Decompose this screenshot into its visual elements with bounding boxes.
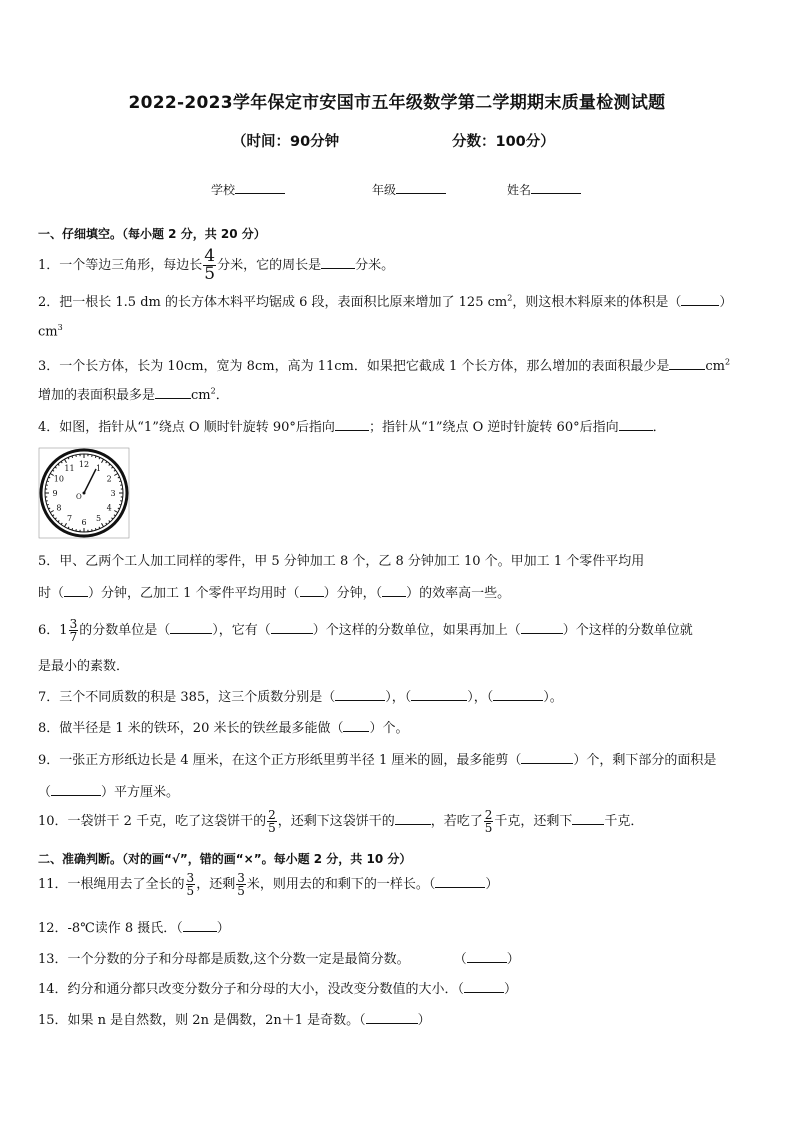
question-6: 6．1 $\frac{3}{7}$ 的分数单位是（ ），它有（ ）个这样的分数单位，如果再加上（ ）个这样的分数单位就	[38, 617, 693, 644]
answer-blank[interactable]	[467, 951, 507, 963]
clock-number: 1	[95, 463, 102, 473]
clock-number: 10	[53, 474, 64, 484]
fraction: $\frac{3}{5}$	[186, 871, 195, 898]
answer-blank[interactable]	[51, 784, 101, 796]
fraction: $\frac{3}{5}$	[237, 871, 245, 898]
answer-blank[interactable]	[411, 689, 467, 701]
clock-tick	[95, 456, 96, 458]
answer-blank[interactable]	[493, 689, 543, 701]
answer-blank[interactable]	[464, 981, 504, 993]
answer-blank[interactable]	[271, 622, 313, 634]
answer-blank[interactable]	[155, 387, 191, 399]
question-8: 8．做半径是 1 米的铁环，20 米长的铁丝最多能做（ ）个。	[38, 721, 409, 736]
clock-tick	[72, 528, 73, 530]
fraction: $\frac{3}{7}$	[69, 617, 78, 644]
mixed-number: 1	[59, 623, 68, 638]
answer-blank[interactable]	[321, 257, 355, 269]
clock-tick	[95, 528, 96, 530]
clock-number: 9	[52, 489, 58, 498]
question-14: 14．约分和通分都只改变分数分子和分母的大小，没改变分数值的大小．（ ）	[38, 982, 518, 997]
answer-blank[interactable]	[435, 876, 485, 888]
question-3-cont: 增加的表面积最多是 $cm^2$．	[38, 386, 229, 403]
answer-blank[interactable]	[343, 720, 369, 732]
clock-number: 5	[95, 514, 102, 524]
fraction: $\frac{2}{5}$	[268, 808, 276, 835]
clock-tick	[119, 481, 121, 482]
section-heading-fill: 一、仔细填空。（每小题 2 分，共 20 分）	[38, 227, 266, 241]
clock-tick	[119, 504, 121, 505]
question-1: 1．一个等边三角形，每边长 $\frac{4}{5}$ 分米，它的周长是 分米。	[38, 246, 395, 284]
name-blank[interactable]	[531, 181, 581, 194]
fraction: $\frac{4}{5}$	[204, 246, 216, 284]
fraction: $\frac{2}{5}$	[484, 808, 493, 835]
clock-number: 6	[81, 518, 87, 527]
question-9: 9．一张正方形纸边长是 4 厘米，在这个正方形纸里剪半径 1 厘米的圆，最多能剪（ ）个，剩下部分的面积是	[38, 753, 717, 768]
question-11: 11．一根绳用去了全长的 $\frac{3}{5}$ ，还剩 $\frac{3}{5}$ 米，则用去的和剩下的一样长。（ ）	[38, 871, 499, 898]
clock-figure	[38, 447, 130, 539]
center-label: O	[76, 493, 82, 501]
school-blank[interactable]	[235, 181, 285, 194]
answer-blank[interactable]	[183, 920, 217, 932]
question-3: 3．一个长方体，长为 10cm，宽为 8cm，高为 11cm．如果把它截成 1 个长方体，那么增加的表面积最少是 $cm^2$	[38, 357, 731, 374]
clock-number: 3	[110, 489, 116, 498]
school-field: 学校	[211, 181, 285, 198]
question-7: 7．三个不同质数的积是 385，这三个质数分别是（ ），（ ），（ ）。	[38, 690, 563, 705]
answer-blank[interactable]	[669, 358, 705, 370]
question-5-cont: 时（ ）分钟，乙加工 1 个零件平均用时（ ）分钟，（ ）的效率高一些。	[38, 586, 511, 601]
question-2-cont: $cm^3$	[38, 323, 63, 340]
answer-blank[interactable]	[300, 585, 324, 597]
answer-blank[interactable]	[681, 294, 719, 306]
answer-blank[interactable]	[366, 1012, 418, 1024]
clock-tick	[47, 504, 49, 505]
question-12: 12．-8℃读作 8 摄氏．（ ）	[38, 921, 230, 936]
answer-blank[interactable]	[335, 689, 385, 701]
answer-blank[interactable]	[619, 419, 653, 431]
answer-blank[interactable]	[521, 752, 573, 764]
answer-blank[interactable]	[64, 585, 88, 597]
page-title: 2022-2023学年保定市安国市五年级数学第二学期期末质量检测试题	[128, 93, 666, 113]
clock-number: 8	[56, 503, 62, 513]
clock-tick	[47, 481, 49, 482]
question-13: 13．一个分数的分子和分母都是质数,这个分数一定是最简分数。 （ ）	[38, 952, 520, 967]
section-heading-judge: 二、准确判断。（对的画“√”，错的画“×”。每小题 2 分，共 10 分）	[38, 852, 412, 866]
answer-blank[interactable]	[170, 622, 212, 634]
question-6-cont: 是最小的素数．	[38, 659, 130, 674]
name-field: 姓名	[507, 181, 581, 198]
question-10: 10．一袋饼干 2 千克，吃了这袋饼干的 $\frac{2}{5}$ ，还剩下这袋饼干的 ，若吃了 $\frac{2}{5}$ 千克，还剩下 千克．	[38, 808, 644, 835]
clock-number: 12	[78, 460, 90, 469]
score-label: 分数：100分）	[452, 134, 555, 150]
question-2: 2．把一根长 1.5 dm 的长方体木料平均锯成 6 段，表面积比原来增加了 125 $cm^2$，则这根木料原来的体积是（ ）	[38, 293, 733, 310]
question-15: 15．如果 n 是自然数，则 2n 是偶数，2n＋1 是奇数。（ ）	[38, 1013, 431, 1028]
clock-number: 7	[66, 514, 73, 524]
time-label: （时间：90分钟	[232, 134, 340, 150]
answer-blank[interactable]	[572, 813, 604, 825]
grade-field: 年级	[372, 181, 446, 198]
clock-tick	[72, 456, 73, 458]
answer-blank[interactable]	[395, 813, 431, 825]
question-5: 5．甲、乙两个工人加工同样的零件，甲 5 分钟加工 8 个，乙 8 分钟加工 10 个。甲加工 1 个零件平均用	[38, 554, 645, 569]
clock-number: 2	[106, 474, 112, 484]
answer-blank[interactable]	[335, 419, 369, 431]
answer-blank[interactable]	[521, 622, 563, 634]
clock-number: 11	[64, 463, 75, 473]
answer-blank[interactable]	[382, 585, 406, 597]
question-9-cont: （ ）平方厘米。	[38, 785, 180, 800]
grade-blank[interactable]	[396, 181, 446, 194]
question-4: 4．如图，指针从“1”绕点 O 顺时针旋转 90°后指向 ；指针从“1”绕点 O 逆时针旋转 60°后指向 ．	[38, 420, 666, 435]
clock-number: 4	[106, 503, 112, 513]
